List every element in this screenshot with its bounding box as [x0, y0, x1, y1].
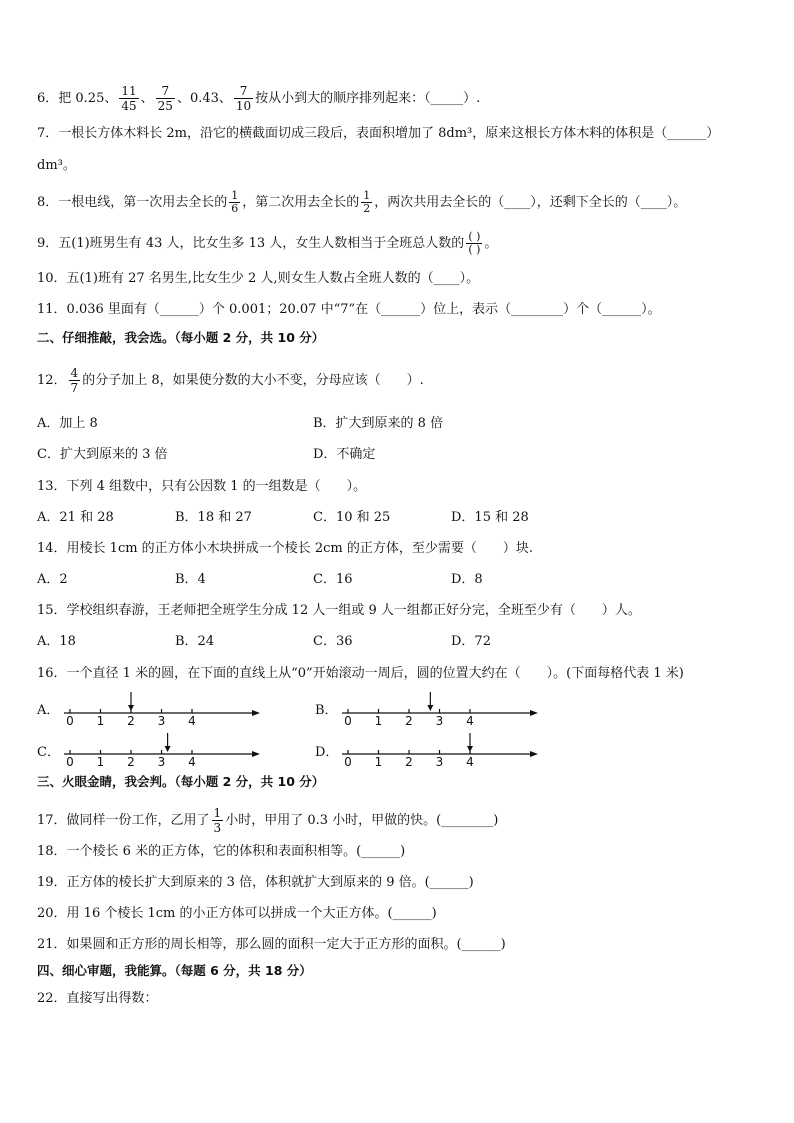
position-arrow-head: [427, 705, 433, 711]
tick-label: 0: [344, 755, 352, 767]
tick-label: 1: [96, 714, 105, 726]
number-line-b: [338, 690, 538, 726]
fraction-blank: $\frac{( )}{( )}$: [468, 230, 481, 256]
section-2-heading: 二、仔细推敲，我会选。（每小题 2 分，共 10 分）: [37, 330, 325, 345]
tick-label: 0: [66, 714, 74, 726]
question-9: 9．五(1)班男生有 43 人，比女生多 13 人，女生人数相当于全班总人数的 $\frac{( )}{( )}$ 。: [37, 230, 498, 256]
tick-label: 2: [127, 755, 135, 767]
question-15: 15．学校组织春游，王老师把全班学生分成 12 人一组或 9 人一组都正好分完，全班至少有（ ）人。: [37, 603, 641, 618]
option-d: D．15 和 28: [451, 510, 529, 525]
tick-label: 4: [466, 714, 474, 726]
question-17: 17．做同样一份工作，乙用了 $\frac{1}{3}$ 小时，甲用了 0.3 小时，甲做的快。(________): [37, 806, 499, 835]
option-b-label: B．: [315, 703, 338, 718]
tick-label: 1: [96, 755, 105, 767]
question-7-line2: dm³。: [37, 158, 76, 173]
question-19: 19．正方体的棱长扩大到原来的 3 倍，体积就扩大到原来的 9 倍。(______): [37, 875, 474, 890]
fraction: $\frac{7}{10}$: [235, 84, 252, 113]
tick-label: 4: [188, 755, 196, 767]
option-a: A．21 和 28: [37, 510, 114, 525]
tick-label: 1: [374, 714, 383, 726]
axis-arrowhead: [252, 751, 260, 757]
question-14: 14．用棱长 1cm 的正方体小木块拼成一个棱长 2cm 的正方体，至少需要（ ）块.: [37, 541, 533, 556]
tick-label: 2: [127, 714, 135, 726]
option-a-label: A．: [37, 703, 60, 718]
tick-label: 3: [157, 714, 166, 726]
question-13: 13．下列 4 组数中，只有公因数 1 的一组数是（ ）。: [37, 479, 367, 494]
option-d: D．不确定: [313, 447, 376, 462]
tick-label: 0: [66, 755, 74, 767]
question-12: 12． $\frac{4}{7}$ 的分子加上 8，如果使分数的大小不变，分母应该（ ）.: [37, 366, 424, 395]
option-a: A．18: [37, 634, 76, 649]
fraction: $\frac{11}{45}$: [121, 84, 137, 113]
option-a: A．加上 8: [37, 416, 98, 431]
position-arrow-head: [165, 746, 171, 752]
option-c: C．扩大到原来的 3 倍: [37, 447, 168, 462]
section-4-heading: 四、细心审题，我能算。（每题 6 分，共 18 分）: [37, 963, 312, 978]
option-c: C．36: [313, 634, 353, 649]
tick-label: 0: [344, 714, 352, 726]
question-7-line1: 7．一根长方体木料长 2m，沿它的横截面切成三段后，表面积增加了 8dm³，原来这根长方体木料的体积是（______）: [37, 126, 720, 141]
option-c: C．16: [313, 572, 353, 587]
axis-arrowhead: [252, 710, 260, 716]
tick-label: 2: [405, 714, 413, 726]
position-arrow-head: [128, 705, 134, 711]
option-d: D．72: [451, 634, 491, 649]
fraction: $\frac{1}{6}$: [231, 189, 239, 215]
fraction: $\frac{1}{2}$: [363, 189, 371, 215]
number-line-c: [60, 731, 260, 767]
axis-arrowhead: [530, 710, 538, 716]
fraction: $\frac{1}{3}$: [213, 806, 222, 835]
tick-label: 4: [466, 755, 474, 767]
option-d-label: D．: [315, 745, 339, 760]
tick-label: 2: [405, 755, 413, 767]
option-c-label: C．: [37, 745, 60, 760]
question-22: 22．直接写出得数：: [37, 991, 158, 1006]
number-line-d: [338, 731, 538, 767]
question-11: 11．0.036 里面有（______）个 0.001；20.07 中“7”在（______）位上，表示（________）个（______）。: [37, 302, 661, 317]
tick-label: 4: [188, 714, 196, 726]
option-b: B．24: [175, 634, 215, 649]
tick-label: 3: [435, 755, 444, 767]
position-arrow-head: [467, 746, 473, 752]
option-b: B．扩大到原来的 8 倍: [313, 416, 444, 431]
question-16: 16．一个直径 1 米的圆，在下面的直线上从“0”开始滚动一周后，圆的位置大约在（ ）。(下面每格代表 1 米): [37, 666, 684, 681]
fraction: $\frac{4}{7}$: [70, 366, 79, 395]
question-21: 21．如果圆和正方形的周长相等，那么圆的面积一定大于正方形的面积。(______): [37, 937, 506, 952]
section-3-heading: 三、火眼金睛，我会判。（每小题 2 分，共 10 分）: [37, 774, 325, 789]
fraction: $\frac{7}{25}$: [157, 84, 173, 113]
question-6: 6．把 0.25、 $\frac{11}{45}$ 、 $\frac{7}{25}$ 、0.43、 $\frac{7}{10}$ 按从小到大的顺序排列起来：（_____）.: [37, 84, 481, 113]
question-8: 8．一根电线，第一次用去全长的 $\frac{1}{6}$ ，第二次用去全长的 $\frac{1}{2}$ ，两次共用去全长的（____），还剩下全长的（____）。: [37, 189, 687, 215]
option-d: D．8: [451, 572, 483, 587]
question-20: 20．用 16 个棱长 1cm 的小正方体可以拼成一个大正方体。(______): [37, 906, 437, 921]
option-a: A．2: [37, 572, 68, 587]
question-18: 18．一个棱长 6 米的正方体，它的体积和表面积相等。(______): [37, 844, 406, 859]
option-c: C．10 和 25: [313, 510, 391, 525]
question-10: 10．五(1)班有 27 名男生,比女生少 2 人,则女生人数占全班人数的（____）。: [37, 271, 480, 286]
option-b: B．18 和 27: [175, 510, 252, 525]
tick-label: 1: [374, 755, 383, 767]
tick-label: 3: [157, 755, 166, 767]
tick-label: 3: [435, 714, 444, 726]
option-b: B．4: [175, 572, 206, 587]
axis-arrowhead: [530, 751, 538, 757]
number-line-a: [60, 690, 260, 726]
